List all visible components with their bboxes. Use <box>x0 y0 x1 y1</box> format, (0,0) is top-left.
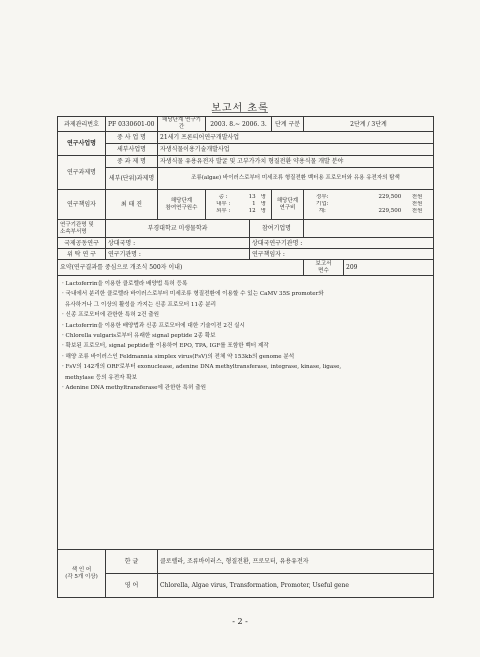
korean-label: 한 글 <box>106 550 158 574</box>
sub-task-label: 세부(단위)과제명 <box>106 168 158 190</box>
sub-task-value: 조류(algae) 바이러스로부터 미세조류 형질전환 벡터용 프로모터와 유용 유전자의 탐색 <box>158 168 434 190</box>
summary-item: · Lactoferrin을 이용한 클로렐라 배양법 특허 등록 <box>62 281 188 287</box>
researchers-external <box>208 208 269 215</box>
period-value: 2003. 8.~ 2006. 3. <box>206 117 272 132</box>
intl-label: 국제공동연구 <box>58 238 106 249</box>
budget-government-value: 229,500 <box>378 194 402 200</box>
row-mid-task <box>58 156 434 168</box>
summary-item: · 신종 프로모터에 관한한 특허 2건 출원 <box>62 312 160 319</box>
mid-task-value: 자생식물 유용유전자 발굴 및 고부가가치 형질전환 약용식물 개발 분야 <box>158 156 434 168</box>
row-sub-project <box>58 144 434 156</box>
project-no-label: 과제관리번호 <box>58 117 106 132</box>
row-sub-task <box>58 168 434 190</box>
task-name-label: 연구과제명 <box>58 156 106 190</box>
title-underline <box>212 112 268 113</box>
budget-government-label: 정부: <box>316 194 329 200</box>
researchers-internal-value: 1 <box>252 201 256 207</box>
row-consignment <box>58 249 434 260</box>
participating-value <box>304 220 434 238</box>
researchers-total-value: 13 <box>248 194 256 200</box>
summary-item: · Lactoferrin을 이용한 배양법과 신종 프로모터에 대한 기술이전 2건 실시 <box>62 322 245 329</box>
row-summary-header <box>58 260 434 276</box>
consign-pi: 연구책임자 : <box>250 249 434 260</box>
budget-total-label: 계: <box>318 208 326 214</box>
row-keywords-english <box>58 574 434 598</box>
budget-company-label: 기업: <box>316 201 329 207</box>
budget-total-unit: 천원 <box>411 208 423 214</box>
row-summary-content <box>58 276 434 550</box>
researchers-total-unit: 명 <box>260 194 266 200</box>
row-project-number <box>58 117 434 132</box>
researchers-total-label: 총 : <box>218 194 228 200</box>
summary-content <box>58 276 434 550</box>
english-label: 영 어 <box>106 574 158 598</box>
participating-label: 참여기업명 <box>250 220 304 238</box>
summary-item: · 확보된 프로모터, signal peptide를 이용하여 EPO, TPA, IGF를 포함한 벡터 제작 <box>62 343 269 350</box>
stage-value: 2단계 / 3단계 <box>304 117 434 132</box>
consign-org: 연구기관명 : <box>106 249 250 260</box>
sub-project-label: 세부사업명 <box>106 144 158 156</box>
summary-item: 유사하거나 그 이상의 활성을 가지는 신종 프로모터 11종 분리 <box>65 301 217 308</box>
project-name-label: 연구사업명 <box>58 132 106 156</box>
row-international <box>58 238 434 249</box>
mid-project-value: 21세기 프론티어연구개발사업 <box>158 132 434 144</box>
budget-amounts <box>304 190 434 220</box>
summary-item: · 국내에서 분리한 클로렐라 바이러스로부터 미세조류 형질전환에 이용할 수 있는 CaMV 35S promoter와 <box>62 291 324 298</box>
summary-item: · Adenine DNA methyltransferase에 관한한 특허 출원 <box>62 385 207 392</box>
mid-project-label: 중 사 업 명 <box>106 132 158 144</box>
row-keywords-korean <box>58 550 434 574</box>
report-summary-table <box>57 116 434 598</box>
korean-keywords: 클로렐라, 조류바이러스, 형질전환, 프로모터, 유용유전자 <box>158 550 434 574</box>
researchers-external-value: 12 <box>248 208 256 214</box>
pi-label: 연구책임자 <box>58 190 106 220</box>
budget-government <box>306 194 431 201</box>
english-keywords: Chlorella, Algae virus, Transformation, Promoter, Useful gene <box>158 574 434 598</box>
summary-label: 요약(연구결과를 중심으로 개조식 500자 이내) <box>58 260 304 276</box>
row-principal-investigator <box>58 190 434 220</box>
stage-label: 단계 구분 <box>272 117 304 132</box>
summary-item: · 해양 조류 바이러스인 Feldmannia simplex virus(FsV)의 전체 약 153kb의 genome 분석 <box>62 353 295 360</box>
researchers-label: 해당단계 참여연구원수 <box>158 190 206 220</box>
intl-org: 상대국연구기관명 : <box>250 238 434 249</box>
org-label: 연구기관명 및 소속부서명 <box>58 220 106 238</box>
budget-company-unit: 천원 <box>411 201 423 207</box>
intl-partner: 상대국명 : <box>106 238 250 249</box>
budget-total-value: 229,500 <box>378 208 402 214</box>
report-title: 보고서 초록 <box>211 103 269 114</box>
researchers-internal-unit: 명 <box>260 201 266 207</box>
researchers-counts <box>206 190 272 220</box>
researchers-external-label: 외부 : <box>216 208 231 214</box>
row-organization <box>58 220 434 238</box>
budget-total <box>306 208 431 215</box>
project-no-value: PF 0330601-00 <box>106 117 158 132</box>
pages-value: 209 <box>344 260 434 276</box>
mid-task-label: 중 과 제 명 <box>106 156 158 168</box>
researchers-internal <box>208 201 269 208</box>
researchers-external-unit: 명 <box>260 208 266 214</box>
org-value: 부경대학교 미생물학과 <box>106 220 250 238</box>
budget-label: 해당단계 연구비 <box>272 190 304 220</box>
period-label: 해당단계 연구기간 <box>158 117 206 132</box>
researchers-total <box>208 194 269 201</box>
index-label: 색 인 어 (각 5개 이상) <box>58 550 106 598</box>
budget-company <box>306 201 431 208</box>
sub-project-value: 자생식물이용기술개발사업 <box>158 144 434 156</box>
summary-item: methylase 등의 유전자 확보 <box>65 374 138 381</box>
consign-label: 위 탁 연 구 <box>58 249 106 260</box>
budget-company-value <box>339 201 404 208</box>
pages-label: 보고서 면수 <box>304 260 344 276</box>
page-number: - 2 - <box>232 617 248 626</box>
budget-government-unit: 천원 <box>411 194 423 200</box>
summary-item: · FsV의 142개의 ORF로부터 exonuclease, adenine DNA methyltransferase, integrase, kinase, ligase, <box>62 364 342 371</box>
summary-item: · Chlorella vulgaris로부터 유래한 signal peptide 2종 확보 <box>62 333 216 340</box>
row-mid-project <box>58 132 434 144</box>
pi-name: 최 태 진 <box>106 190 158 220</box>
researchers-internal-label: 내부 : <box>216 201 231 207</box>
